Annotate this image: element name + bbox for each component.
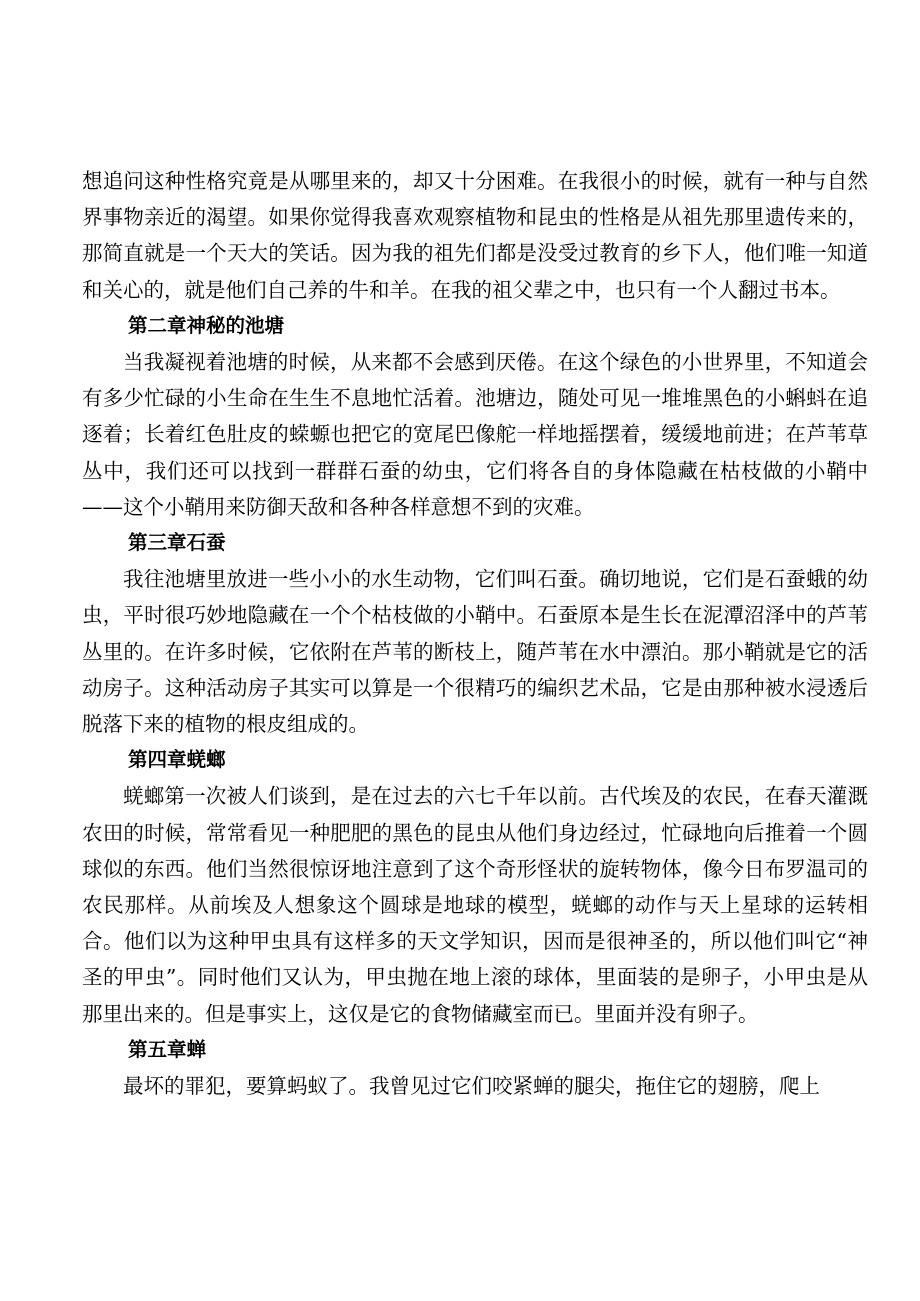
chapter-3-heading: 第三章石蚕 [128,531,226,555]
chapter-2-heading: 第二章神秘的池塘 [128,313,285,337]
chapter-5-paragraph: 最坏的罪犯，要算蚂蚁了。我曾见过它们咬紧蝉的腿尖，拖住它的翅膀，爬上 [123,1074,820,1099]
document-page [82,163,868,1104]
chapter-4-paragraph: 蜣螂第一次被人们谈到，是在过去的六七千年以前。古代埃及的农民，在春天灌溉农田的时候，常常看见一种肥肥的黑色的昆虫从他们身边经过，忙碌地向后推着一个圆球似的东西。他们当然很惊讶地注意到了这个奇形怪状的旋转物体，像今日布罗温司的农民那样。从前埃及人想象这个圆球是地球的模型，蜣螂的动作与天上星球的运转相合。他们以为这种甲虫具有这样多的天文学知识，因而是很神圣的，所以他们叫它“神圣的甲虫”。同时他们又认为，甲虫抛在地上滚的球体，里面装的是卵子，小甲虫是从那里出来的。但是事实上，这仅是它的食物储藏室而已。里面并没有卵子。 [82,784,868,1026]
intro-paragraph: 想追问这种性格究竟是从哪里来的，却又十分困难。在我很小的时候，就有一种与自然界事物亲近的渴望。如果你觉得我喜欢观察植物和昆虫的性格是从祖先那里遗传来的，那简直就是一个天大的笑话。因为我的祖先们都是没受过教育的乡下人，他们唯一知道和关心的，就是他们自己养的牛和羊。在我的祖父辈之中，也只有一个人翻过书本。 [82,169,868,302]
chapter-3-paragraph: 我往池塘里放进一些小小的水生动物，它们叫石蚕。确切地说，它们是石蚕蛾的幼虫，平时很巧妙地隐藏在一个个枯枝做的小鞘中。石蚕原本是生长在泥潭沼泽中的芦苇丛里的。在许多时候，它依附在芦苇的断枝上，随芦苇在水中漂泊。那小鞘就是它的活动房子。这种活动房子其实可以算是一个很精巧的编织艺术品，它是由那种被水浸透后脱落下来的植物的根皮组成的。 [82,567,868,737]
chapter-4-heading: 第四章蜣螂 [128,748,226,772]
chapter-2-paragraph: 当我凝视着池塘的时候，从来都不会感到厌倦。在这个绿色的小世界里，不知道会有多少忙碌的小生命在生生不息地忙活着。池塘边，随处可见一堆堆黑色的小蝌蚪在追逐着；长着红色肚皮的蝾螈也把它的宽尾巴像舵一样地摇摆着，缓缓地前进；在芦苇草丛中，我们还可以找到一群群石蚕的幼虫，它们将各自的身体隐藏在枯枝做的小鞘中——这个小鞘用来防御天敌和各种各样意想不到的灾难。 [82,350,868,519]
chapter-5-heading: 第五章蝉 [128,1037,207,1061]
